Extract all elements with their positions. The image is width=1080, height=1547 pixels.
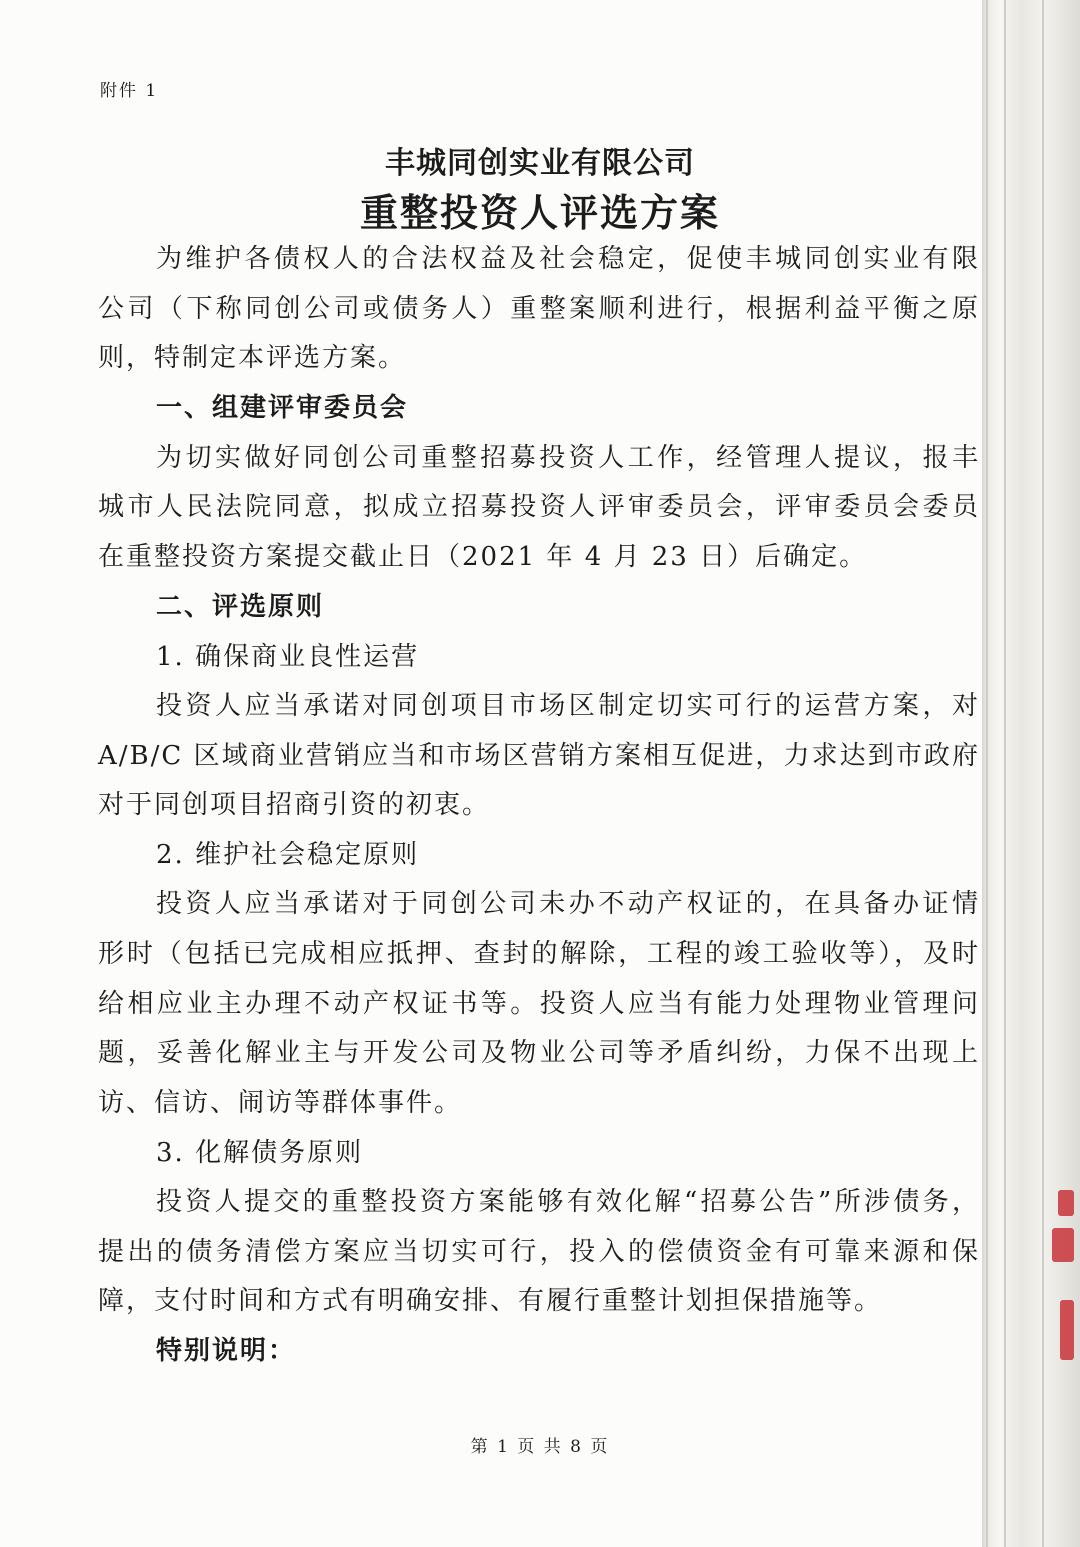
body-line: 城市人民法院同意，拟成立招募投资人评审委员会，评审委员会委员 xyxy=(98,492,980,522)
body-line: 在重整投资方案提交截止日（2021 年 4 月 23 日）后确定。 xyxy=(98,542,868,572)
red-stamp-fragment xyxy=(1052,1228,1074,1262)
attachment-label: 附件 1 xyxy=(100,81,159,101)
body-line: 为切实做好同创公司重整招募投资人工作，经管理人提议，报丰 xyxy=(156,443,980,473)
special-note-heading: 特别说明： xyxy=(156,1336,297,1366)
document-title: 重整投资人评选方案 xyxy=(359,190,720,235)
subsection-heading-3: 3. 化解债务原则 xyxy=(156,1138,364,1168)
body-line: 障，支付时间和方式有明确安排、有履行重整计划担保措施等。 xyxy=(98,1286,883,1316)
body-line: 投资人应当承诺对同创项目市场区制定切实可行的运营方案，对 xyxy=(156,691,980,721)
body-line: 投资人应当承诺对于同创公司未办不动产权证的，在具备办证情 xyxy=(156,889,980,919)
company-title: 丰城同创实业有限公司 xyxy=(385,146,695,181)
body-line: 形时（包括已完成相应抵押、查封的解除，工程的竣工验收等），及时 xyxy=(98,939,980,969)
body-line: 题，妥善化解业主与开发公司及物业公司等矛盾纠纷，力保不出现上 xyxy=(98,1038,980,1068)
section-heading-1: 一、组建评审委员会 xyxy=(156,393,409,423)
red-stamp-fragment xyxy=(1058,1190,1074,1216)
body-line: 给相应业主办理不动产权证书等。投资人应当有能力处理物业管理问 xyxy=(98,989,980,1019)
page-number-footer: 第 1 页 共 8 页 xyxy=(470,1437,610,1457)
section-heading-2: 二、评选原则 xyxy=(156,592,325,622)
body-line: 对于同创项目招商引资的初衷。 xyxy=(98,790,491,820)
body-line: 提出的债务清偿方案应当切实可行，投入的偿债资金有可靠来源和保 xyxy=(98,1237,980,1267)
body-line: 投资人提交的重整投资方案能够有效化解“招募公告”所涉债务， xyxy=(156,1187,980,1217)
red-stamp-fragment xyxy=(1060,1300,1074,1360)
body-line: 则，特制定本评选方案。 xyxy=(98,343,407,373)
body-line: A/B/C 区域商业营销应当和市场区营销方案相互促进，力求达到市政府 xyxy=(98,741,980,771)
body-line: 访、信访、闹访等群体事件。 xyxy=(98,1088,463,1118)
body-line: 公司（下称同创公司或债务人）重整案顺利进行，根据利益平衡之原 xyxy=(98,294,980,324)
body-line: 为维护各债权人的合法权益及社会稳定，促使丰城同创实业有限 xyxy=(156,244,980,274)
subsection-heading-1: 1. 确保商业良性运营 xyxy=(156,642,420,672)
subsection-heading-2: 2. 维护社会稳定原则 xyxy=(156,840,420,870)
